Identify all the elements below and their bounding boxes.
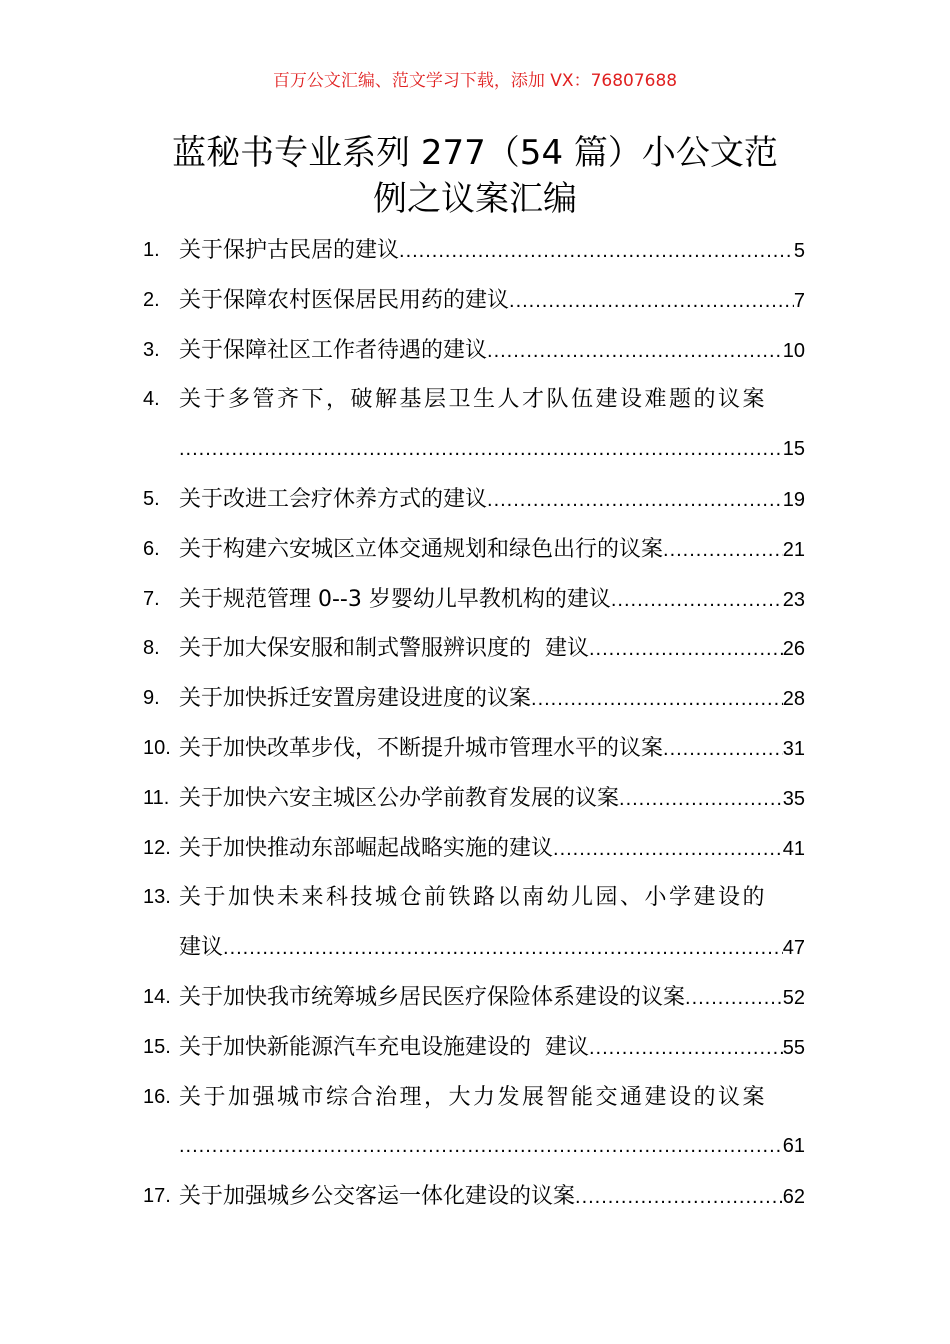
toc-entry-title: 关于加快我市统筹城乡居民医疗保险体系建设的议案 bbox=[179, 984, 686, 1010]
toc-entry-page: 47 bbox=[782, 937, 805, 960]
toc-entry-page: 28 bbox=[782, 688, 805, 711]
title-line-2: 例之议案汇编 bbox=[373, 179, 577, 219]
toc-leader-dots bbox=[611, 576, 783, 626]
toc-entry-title: 关于加快推动东部崛起战略实施的建议 bbox=[179, 835, 554, 861]
toc-entry-number: 2. bbox=[143, 288, 160, 311]
toc-leader-dots bbox=[685, 974, 783, 1024]
toc-entry-number: 11. bbox=[143, 786, 170, 809]
toc-entry-title-cont: 建议 bbox=[179, 935, 224, 961]
toc-leader-dots bbox=[179, 1122, 783, 1172]
toc-entry[interactable] bbox=[143, 525, 805, 575]
toc-entry-title: 关于保护古民居的建议 bbox=[179, 238, 400, 263]
toc-entry[interactable] bbox=[143, 575, 805, 625]
toc-entry-number: 7. bbox=[143, 587, 160, 610]
toc-entry-number: 9. bbox=[143, 687, 160, 710]
toc-entry[interactable] bbox=[143, 624, 805, 674]
toc-leader-dots bbox=[487, 476, 783, 526]
toc-entry-title: 关于加快改革步伐，不断提升城市管理水平的议案 bbox=[179, 735, 664, 761]
toc-entry[interactable] bbox=[143, 674, 805, 724]
title-line-1: 蓝秘书专业系列 277（54 篇）小公文范 bbox=[172, 133, 778, 173]
toc-entry-number: 3. bbox=[143, 338, 160, 361]
toc-entry-title: 关于加快拆迁安置房建设进度的议案 bbox=[179, 686, 532, 712]
toc-entry-number: 8. bbox=[143, 637, 160, 660]
toc-leader-dots bbox=[179, 425, 783, 475]
download-banner: 百万公文汇编、范文学习下载，添加 VX：76807688 bbox=[272, 71, 678, 91]
toc-entry-number: 12. bbox=[143, 836, 171, 859]
toc-entry-page: 62 bbox=[782, 1186, 805, 1209]
toc-entry[interactable] bbox=[143, 1172, 805, 1222]
toc-entry-title: 关于加快新能源汽车充电设施建设的 建议 bbox=[179, 1034, 589, 1060]
toc-entry-page: 21 bbox=[782, 538, 805, 561]
toc-entry[interactable] bbox=[143, 1073, 805, 1173]
toc-entry-number: 13. bbox=[143, 886, 171, 909]
toc-entry[interactable] bbox=[143, 375, 805, 475]
toc-entry-number: 1. bbox=[143, 239, 160, 261]
toc-entry-page: 55 bbox=[782, 1036, 805, 1059]
toc-leader-dots bbox=[589, 625, 783, 675]
toc-entry-number: 6. bbox=[143, 537, 160, 560]
toc-leader-dots bbox=[553, 825, 783, 875]
toc-entry-page: 26 bbox=[782, 638, 805, 661]
document-title bbox=[140, 130, 810, 222]
toc-entry-page: 5 bbox=[793, 240, 805, 262]
toc-entry[interactable] bbox=[143, 873, 805, 973]
toc-entry-number: 17. bbox=[143, 1185, 171, 1208]
toc-leader-dots bbox=[575, 1173, 783, 1223]
toc-entry-number: 14. bbox=[143, 985, 171, 1008]
toc-entry-page: 10 bbox=[782, 339, 805, 362]
toc-entry-title: 关于加强城乡公交客运一体化建设的议案 bbox=[179, 1184, 576, 1210]
toc-entry-title: 关于保障农村医保居民用药的建议 bbox=[179, 287, 510, 313]
toc-leader-dots bbox=[531, 675, 783, 725]
toc-leader-dots bbox=[619, 775, 783, 825]
toc-entry-number: 15. bbox=[143, 1035, 171, 1058]
toc-leader-dots bbox=[589, 1024, 783, 1074]
toc-entry-title: 关于构建六安城区立体交通规划和绿色出行的议案 bbox=[179, 536, 664, 562]
toc-entry-page: 61 bbox=[782, 1135, 805, 1158]
toc-entry-number: 5. bbox=[143, 487, 160, 510]
toc-leader-dots bbox=[663, 526, 783, 576]
toc-entry-page: 52 bbox=[782, 986, 805, 1009]
toc-entry-page: 23 bbox=[782, 588, 805, 611]
toc-entry-title: 关于多管齐下，破解基层卫生人才队伍建设难题的议案 bbox=[179, 387, 768, 413]
toc-entry[interactable] bbox=[143, 1023, 805, 1073]
toc-entry-page: 35 bbox=[782, 787, 805, 810]
toc-entry[interactable] bbox=[143, 824, 805, 874]
toc-entry-title: 关于规范管理 0--3 岁婴幼儿早教机构的建议 bbox=[179, 586, 611, 612]
toc-entry[interactable] bbox=[143, 724, 805, 774]
toc-entry-title: 关于加快六安主城区公办学前教育发展的议案 bbox=[179, 785, 620, 811]
toc-entry-page: 7 bbox=[793, 289, 805, 312]
toc-leader-dots bbox=[223, 924, 783, 974]
toc-entry-number: 10. bbox=[143, 736, 171, 759]
toc-entry-title: 关于加大保安服和制式警服辨识度的 建议 bbox=[179, 636, 589, 662]
toc-leader-dots bbox=[487, 327, 783, 377]
toc-entry-title: 关于加快未来科技城仓前铁路以南幼儿园、小学建设的 bbox=[179, 885, 768, 911]
toc-leader-dots bbox=[663, 725, 783, 775]
toc-entry-title: 关于保障社区工作者待遇的建议 bbox=[179, 337, 488, 363]
toc-entry-page: 19 bbox=[782, 488, 805, 511]
toc-entry-page: 31 bbox=[782, 737, 805, 760]
toc-entry[interactable] bbox=[143, 226, 805, 276]
toc-entry-title: 关于改进工会疗休养方式的建议 bbox=[179, 486, 488, 512]
toc-entry[interactable] bbox=[143, 973, 805, 1023]
toc-leader-dots bbox=[509, 277, 794, 327]
toc-leader-dots bbox=[399, 227, 794, 277]
toc-entry-page: 41 bbox=[782, 837, 805, 860]
toc-entry-number: 4. bbox=[143, 388, 160, 411]
toc-entry-title: 关于加强城市综合治理，大力发展智能交通建设的议案 bbox=[179, 1084, 768, 1110]
toc-entry-number: 16. bbox=[143, 1085, 171, 1108]
toc-entry[interactable] bbox=[143, 475, 805, 525]
toc-entry[interactable] bbox=[143, 774, 805, 824]
table-of-contents bbox=[143, 226, 805, 1222]
toc-entry[interactable] bbox=[143, 276, 805, 326]
toc-entry-page: 15 bbox=[782, 438, 805, 461]
toc-entry[interactable] bbox=[143, 326, 805, 376]
